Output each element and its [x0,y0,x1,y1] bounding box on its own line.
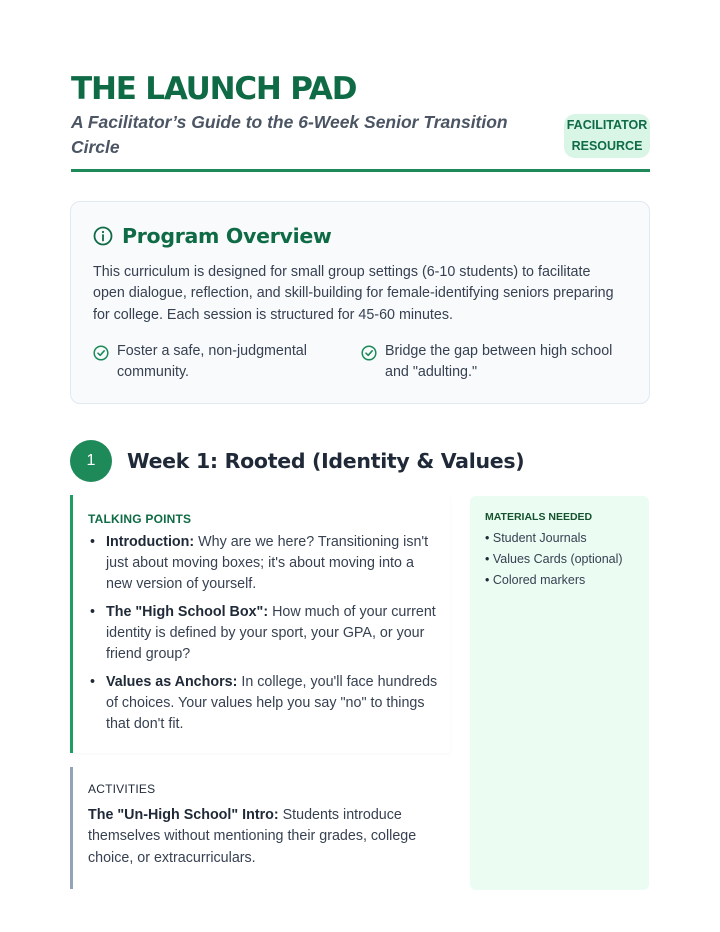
overview-description: This curriculum is designed for small group settings (6-10 students) to facilitate open dialogue, reflection, and skill-building for female-identifying seniors preparing for college. Each session is structured for 45-60 minutes. [93,264,614,323]
materials-list [485,528,649,591]
talking-points-list [88,532,450,735]
week-title: Week 1: Rooted (Identity & Values) [127,449,525,473]
materials-label: MATERIALS NEEDED [485,511,593,523]
page-header [71,72,650,160]
overview-goal [361,341,629,384]
check-circle-icon [361,345,377,361]
overview-goals [93,341,629,384]
info-icon [93,226,113,246]
activity-text: Students introduce themselves without mentioning their grades, college choice, or extracurriculars. [88,807,417,866]
talking-point-text: Why are we here? Transitioning isn't just about moving boxes; it's about moving into a new version of yourself. [106,534,429,592]
talking-point-text: How much of your current identity is defined by your sport, your GPA, or your friend group? [106,604,436,662]
list-item [88,672,438,735]
overview-goal-text: Bridge the gap between high school and "adulting." [385,343,613,381]
talking-points-label: TALKING POINTS [88,512,192,526]
week-number-badge: 1 [70,440,112,482]
materials-needed-panel [470,496,649,890]
check-circle-icon [93,345,109,361]
list-item: • Student Journals [485,528,649,549]
overview-title: Program Overview [122,224,332,248]
talking-point-lead: The "High School Box": [106,604,269,620]
facilitator-resource-badge: FACILITATOR RESOURCE [564,114,650,158]
overview-goal-text: Foster a safe, non-judgmental community. [117,343,307,381]
activities-section [70,767,450,889]
list-item [88,602,438,665]
overview-heading [93,224,332,248]
activities-label: ACTIVITIES [88,782,156,796]
program-overview-card [70,201,650,404]
talking-point-lead: Introduction: [106,534,195,550]
page-title: THE LAUNCH PAD [71,71,357,107]
week-1-heading [70,440,524,482]
list-item [88,532,438,595]
activity-lead: The "Un-High School" Intro: [88,807,279,823]
header-divider [71,169,650,172]
page-subtitle: A Facilitator’s Guide to the 6-Week Senior Transition Circle [71,112,508,157]
activity-description [88,805,428,869]
list-item: • Colored markers [485,570,649,591]
talking-points-section [70,495,450,753]
list-item: • Values Cards (optional) [485,549,649,570]
overview-goal [93,341,361,384]
talking-point-lead: Values as Anchors: [106,674,238,690]
talking-point-text: In college, you'll face hundreds of choices. Your values help you say "no" to things that don't fit. [106,674,438,732]
